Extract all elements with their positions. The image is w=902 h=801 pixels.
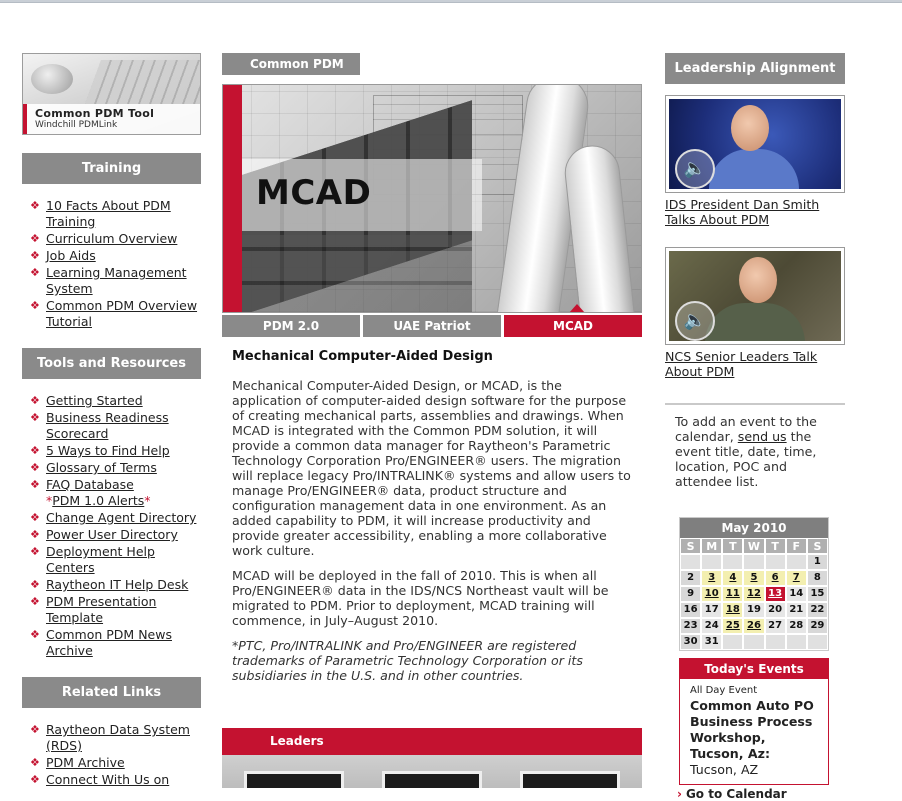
calendar-day: 20: [765, 602, 786, 618]
tab-uae-patriot[interactable]: UAE Patriot: [363, 315, 501, 337]
video-link-dan-smith[interactable]: IDS President Dan Smith Talks About PDM: [665, 197, 820, 227]
list-item: [22, 443, 201, 459]
calendar-day[interactable]: 11: [722, 586, 743, 602]
calendar-dow: T: [765, 538, 786, 554]
calculator-keys-image: [242, 235, 472, 313]
leaders-label: Leaders: [270, 734, 324, 748]
right-column: [665, 53, 845, 801]
person-head-image: [739, 257, 777, 303]
link-scorecard[interactable]: Business Readiness Scorecard: [46, 410, 169, 441]
video-scene: [669, 251, 841, 341]
bullet-icon: ❖: [30, 249, 40, 262]
link-10-facts[interactable]: 10 Facts About PDM Training: [46, 198, 171, 229]
tool-title: Common PDM Tool: [35, 107, 155, 120]
link-overview-tutorial[interactable]: Common PDM Overview Tutorial: [46, 298, 198, 329]
event-location: Tucson, AZ: [690, 762, 759, 777]
bullet-icon: ❖: [30, 595, 40, 608]
program-tabs: [222, 315, 642, 337]
person-head-image: [731, 105, 769, 151]
link-lms[interactable]: Learning Management System: [46, 265, 187, 296]
calendar-day: 23: [680, 618, 701, 634]
link-pdm-archive[interactable]: PDM Archive: [46, 755, 125, 770]
calendar-day: 29: [807, 618, 828, 634]
event-body: [680, 679, 828, 784]
tools-links: [22, 393, 201, 659]
bullet-icon: ❖: [30, 232, 40, 245]
todays-events-heading: Today's Events: [680, 659, 828, 679]
list-item: [22, 577, 201, 593]
calendar-empty-cell: [765, 554, 786, 570]
tab-pdm-2[interactable]: PDM 2.0: [222, 315, 360, 337]
bullet-icon: ❖: [30, 773, 40, 786]
calendar-day: 15: [807, 586, 828, 602]
arrow-icon: ›: [677, 787, 682, 801]
bullet-icon: ❖: [30, 461, 40, 474]
list-item: [22, 594, 201, 626]
list-item: [22, 510, 201, 526]
calendar-day[interactable]: 7: [786, 570, 807, 586]
leaders-section: [222, 728, 642, 788]
calendar-empty-cell: [680, 554, 701, 570]
calendar-empty-cell: [807, 634, 828, 650]
left-column: [22, 53, 201, 789]
link-curriculum[interactable]: Curriculum Overview: [46, 231, 178, 246]
asterisk: *: [46, 493, 53, 508]
calendar-day: 21: [786, 602, 807, 618]
go-to-calendar[interactable]: [677, 787, 845, 801]
add-event-text-after: the event title, date, time, location, POC and attendee list.: [675, 429, 817, 489]
calendar-dow: F: [786, 538, 807, 554]
mcad-hero-banner: [222, 84, 642, 313]
trademark-note: *PTC, Pro/INTRALINK and Pro/ENGINEER are registered trademarks of Parametric Technology Corporation or its subsidiaries in the U.S. and in other countries.: [232, 638, 583, 683]
list-item: [22, 265, 201, 297]
list-item: [22, 248, 201, 264]
video-scene: [669, 99, 841, 189]
calendar-day: 28: [786, 618, 807, 634]
bullet-icon: ❖: [30, 545, 40, 558]
link-help-centers[interactable]: Deployment Help Centers: [46, 544, 155, 575]
tool-subtitle: Windchill PDMLink: [35, 120, 118, 130]
calendar-grid: [680, 538, 828, 650]
calendar-day: 1: [807, 554, 828, 570]
link-getting-started[interactable]: Getting Started: [46, 393, 143, 408]
bullet-icon: ❖: [30, 411, 40, 424]
link-find-help[interactable]: 5 Ways to Find Help: [46, 443, 170, 458]
calendar-day: 31: [701, 634, 722, 650]
event-time: All Day Event: [690, 685, 758, 696]
link-pdm-alerts[interactable]: PDM 1.0 Alerts: [52, 493, 145, 508]
list-item: [22, 410, 201, 442]
tool-caption: [23, 104, 200, 134]
calendar-empty-cell: [743, 634, 764, 650]
calendar-day[interactable]: 18: [722, 602, 743, 618]
link-connect[interactable]: Connect With Us on: [46, 772, 170, 787]
calendar-day[interactable]: 10: [701, 586, 722, 602]
calendar-day[interactable]: 4: [722, 570, 743, 586]
bullet-icon: ❖: [30, 478, 40, 491]
bullet-icon: ❖: [30, 578, 40, 591]
related-heading: Related Links: [22, 677, 201, 708]
video-thumbnail[interactable]: [665, 95, 845, 193]
calendar: [679, 517, 829, 651]
center-column: [222, 53, 642, 748]
keyboard-image: [85, 60, 201, 104]
article-paragraph: Mechanical Computer-Aided Design, or MCAD, is the application of computer-aided design software for the purpose of creating mechanical parts, assemblies and drawings. When MCAD is integrated with the Common PDM solution, it will provide a common data manager for Raytheon's Parametric Technology Corporation Pro/ENGINEER® users. The migration will replace legacy Pro/INTRALINK® systems and allow users to manage Pro/ENGINEER® data, product structure and configuration management data in one environment. As an added capability to PDM, it will increase productivity and provide greater accessibility, enabling a more collaborative work culture.: [232, 378, 631, 558]
hero-red-bar: [223, 85, 242, 313]
active-tab-pointer-icon: [569, 304, 585, 313]
hero-title: MCAD: [256, 173, 372, 213]
leader-thumbnail[interactable]: [382, 771, 482, 788]
leaders-thumbnail-strip: [222, 755, 642, 788]
link-power-user[interactable]: Power User Directory: [46, 527, 178, 542]
leader-thumbnail[interactable]: [244, 771, 344, 788]
calendar-day: 16: [680, 602, 701, 618]
speaker-icon[interactable]: 🔈: [675, 301, 715, 341]
asterisk: *: [144, 493, 151, 508]
list-item: [22, 231, 201, 247]
article-paragraph: MCAD will be deployed in the fall of 2010. This is when all Pro/ENGINEER® data in the IDS/NCS Northeast vault will be migrated to PDM. Prior to deployment, MCAD training will commence, in July–August 2010.: [232, 568, 609, 628]
list-item: [22, 198, 201, 230]
calendar-day: 27: [765, 618, 786, 634]
calendar-day: 14: [786, 586, 807, 602]
bullet-icon: ❖: [30, 528, 40, 541]
list-item: [22, 477, 201, 509]
calendar-day: 9: [680, 586, 701, 602]
list-item: [22, 755, 201, 771]
calendar-dow: S: [680, 538, 701, 554]
calendar-dow: S: [807, 538, 828, 554]
browser-top-border: [0, 0, 902, 3]
video-link-ncs-leaders[interactable]: NCS Senior Leaders Talk About PDM: [665, 349, 818, 379]
list-item: [22, 298, 201, 330]
article: [222, 337, 642, 683]
send-us-link[interactable]: send us: [737, 429, 787, 444]
add-event-text: [665, 405, 845, 489]
list-item: [22, 460, 201, 476]
bullet-icon: ❖: [30, 628, 40, 641]
bullet-icon: ❖: [30, 723, 40, 736]
calendar-day[interactable]: 3: [701, 570, 722, 586]
speaker-icon[interactable]: 🔈: [675, 149, 715, 189]
blueprint-roll-image: [562, 143, 642, 313]
link-it-help-desk[interactable]: Raytheon IT Help Desk: [46, 577, 189, 592]
list-item: [22, 527, 201, 543]
leaders-bar: [222, 728, 642, 755]
go-to-calendar-label[interactable]: Go to Calendar: [685, 787, 787, 801]
calendar-day: 2: [680, 570, 701, 586]
link-rds[interactable]: Raytheon Data System (RDS): [46, 722, 190, 753]
related-links: [22, 722, 201, 788]
leader-thumbnail[interactable]: [520, 771, 620, 788]
bullet-icon: ❖: [30, 756, 40, 769]
event-title[interactable]: [690, 698, 818, 778]
add-event-text-before: To add an event to the calendar,: [675, 414, 817, 444]
calendar-day[interactable]: 26: [743, 618, 764, 634]
bullet-icon: ❖: [30, 199, 40, 212]
bullet-icon: ❖: [30, 266, 40, 279]
alerts-line: [46, 493, 151, 508]
calendar-month: May 2010: [680, 518, 828, 538]
article-heading: Mechanical Computer-Aided Design: [232, 349, 493, 364]
calendar-day[interactable]: 13: [765, 586, 786, 602]
bullet-icon: ❖: [30, 299, 40, 312]
todays-events: [679, 658, 829, 785]
calendar-empty-cell: [722, 634, 743, 650]
common-pdm-label: Common PDM: [222, 53, 360, 75]
video-thumbnail[interactable]: [665, 247, 845, 345]
person-image: [705, 303, 805, 341]
calendar-empty-cell: [722, 554, 743, 570]
list-item: [22, 627, 201, 659]
training-heading: Training: [22, 153, 201, 184]
calendar-dow: W: [743, 538, 764, 554]
list-item: [22, 544, 201, 576]
tab-mcad[interactable]: MCAD: [504, 315, 642, 337]
calendar-empty-cell: [786, 554, 807, 570]
tools-heading: Tools and Resources: [22, 348, 201, 379]
event-title-text[interactable]: Common Auto PO Business Process Workshop, Tucson, Az:: [690, 698, 814, 761]
calendar-day[interactable]: 12: [743, 586, 764, 602]
calendar-day: 22: [807, 602, 828, 618]
calendar-day: 19: [743, 602, 764, 618]
leadership-heading: Leadership Alignment: [665, 53, 845, 84]
calendar-day: 17: [701, 602, 722, 618]
link-presentation-template[interactable]: PDM Presentation Template: [46, 594, 157, 625]
training-links: [22, 198, 201, 330]
person-image: [709, 149, 799, 189]
bullet-icon: ❖: [30, 444, 40, 457]
calendar-day: 8: [807, 570, 828, 586]
link-glossary[interactable]: Glossary of Terms: [46, 460, 157, 475]
calendar-dow: T: [722, 538, 743, 554]
link-job-aids[interactable]: Job Aids: [46, 248, 96, 263]
link-change-agent[interactable]: Change Agent Directory: [46, 510, 197, 525]
list-item: [22, 393, 201, 409]
mouse-image: [31, 64, 73, 94]
link-faq[interactable]: FAQ Database: [46, 477, 134, 492]
bullet-icon: ❖: [30, 511, 40, 524]
link-news-archive[interactable]: Common PDM News Archive: [46, 627, 172, 658]
calendar-day[interactable]: 25: [722, 618, 743, 634]
calendar-empty-cell: [743, 554, 764, 570]
calendar-day: 24: [701, 618, 722, 634]
bullet-icon: ❖: [30, 394, 40, 407]
calendar-day: 30: [680, 634, 701, 650]
calendar-day[interactable]: 6: [765, 570, 786, 586]
calendar-empty-cell: [701, 554, 722, 570]
calendar-empty-cell: [786, 634, 807, 650]
calendar-empty-cell: [765, 634, 786, 650]
calendar-dow: M: [701, 538, 722, 554]
common-pdm-tool-banner[interactable]: [22, 53, 201, 135]
list-item: [22, 722, 201, 754]
calendar-day[interactable]: 5: [743, 570, 764, 586]
